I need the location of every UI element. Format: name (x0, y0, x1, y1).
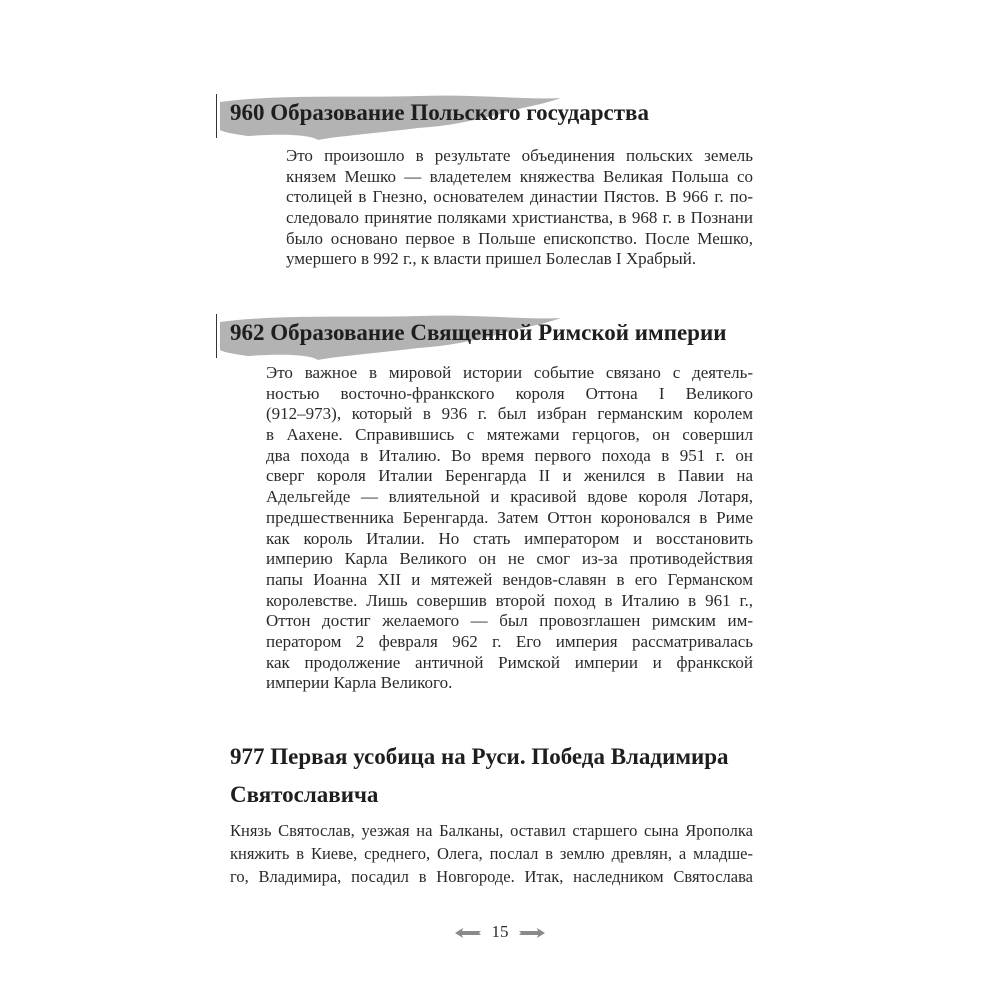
section-body (286, 146, 753, 270)
text-line: было основано первое в Польше епископство. После Мешко, (286, 228, 753, 248)
text-line: го, Владимира, посадил в Новгороде. Итак, наследником Святослава (230, 867, 753, 886)
text-line: в Аахене. Справившись с мятежами герцогов, он совершил (266, 425, 753, 445)
section-body (230, 819, 753, 888)
text-line: Это важное в мировой истории событие связано с деятель- (266, 363, 753, 382)
text-line: Это произошло в результате объединения польских земель (286, 146, 753, 165)
text-line: как продолжение античной Римской империи и франкской (266, 652, 753, 672)
text-line: два похода в Италию. Во время первого похода в 951 г. он (266, 445, 753, 465)
heading-line: Святославича (230, 782, 379, 807)
text-line: империю Карла Великого он не смог из-за противодействия (266, 549, 753, 569)
section-heading: 960 Образование Польского государства (230, 100, 649, 125)
text-line: ностью восточно-франкского короля Оттона I Великого (266, 383, 753, 403)
heading-marker (216, 314, 217, 358)
page-footer (0, 922, 1000, 942)
text-line: княжить в Киеве, среднего, Олега, послал в землю древлян, а младше- (230, 844, 753, 863)
text-line: империи Карла Великого. (266, 673, 453, 693)
text-line: королевстве. Лишь совершив второй поход в Италию в 961 г., (266, 590, 753, 610)
text-line: папы Иоанна XII и мятежей вендов-славян в его Германском (266, 569, 753, 589)
text-line: столицей в Гнезно, основателем династии Пястов. В 966 г. по- (286, 187, 753, 207)
text-line: Адельгейде — влиятельной и красивой вдове короля Лотаря, (266, 487, 753, 507)
section-heading (230, 738, 729, 814)
heading-marker (216, 94, 217, 138)
page-number: 15 (491, 922, 509, 941)
text-line: умершего в 992 г., к власти пришел Болеслав I Храбрый. (286, 249, 697, 269)
text-line: как король Италии. Но стать императором и восстановить (266, 528, 753, 548)
text-line: Оттон достиг желаемого — был провозглашен римским им- (266, 611, 753, 631)
text-line: предшественника Беренгарда. Затем Оттон короновался в Риме (266, 507, 753, 527)
text-line: ператором 2 февраля 962 г. Его империя рассматривалась (266, 631, 753, 651)
text-line: Князь Святослав, уезжая на Балканы, оставил старшего сына Ярополка (230, 821, 753, 840)
text-line: сверг короля Италии Беренгарда II и женился в Павии на (266, 466, 753, 486)
text-line: (912–973), который в 936 г. был избран германским королем (266, 404, 753, 424)
section-heading: 962 Образование Священной Римской империи (230, 320, 727, 345)
right-ornament-arrow-icon (519, 928, 545, 938)
text-line: следовало принятие поляками христианства, в 968 г. в Познани (286, 208, 753, 228)
text-line: князем Мешко — владетелем княжества Великая Польша со (286, 166, 753, 186)
section-body (266, 363, 753, 694)
left-ornament-arrow-icon (455, 928, 481, 938)
heading-line: 977 Первая усобица на Руси. Победа Владимира (230, 744, 729, 769)
